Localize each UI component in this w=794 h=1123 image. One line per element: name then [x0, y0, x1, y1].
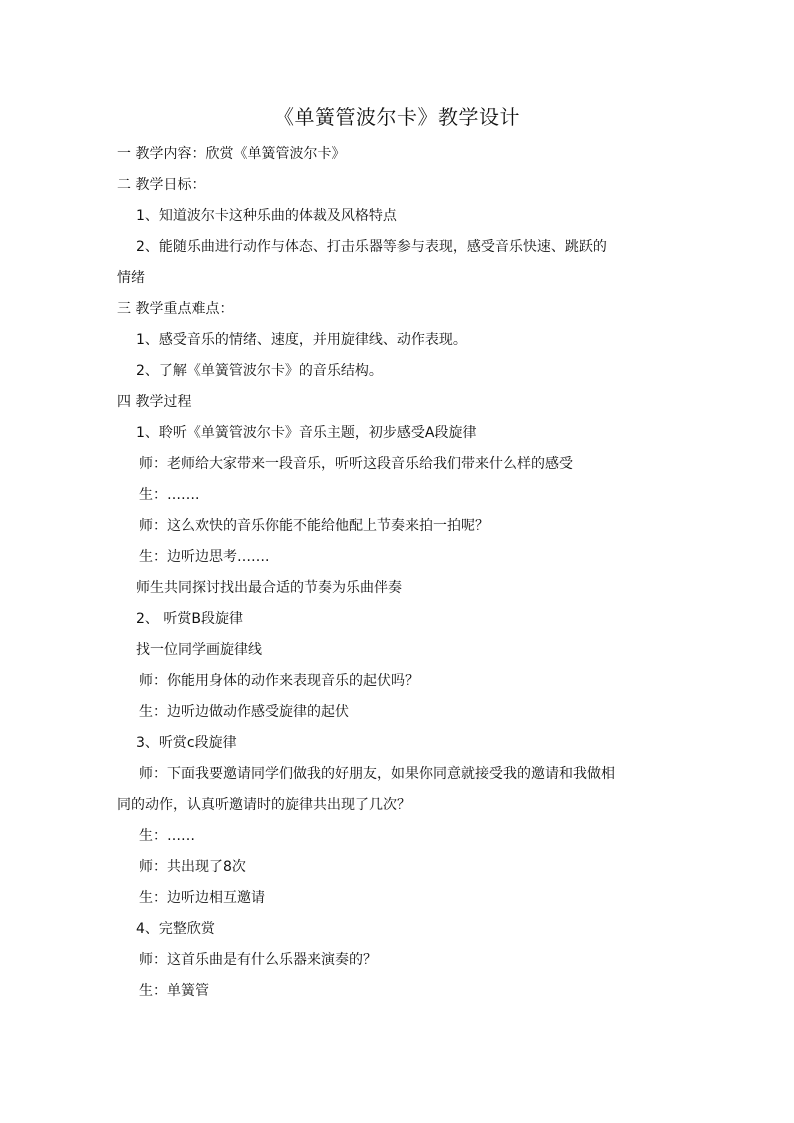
section-heading-objectives: 二 教学日标： — [117, 177, 206, 193]
section-heading-content: 一 教学内容：欣赏《单簧管波尔卡》 — [117, 146, 346, 162]
process-text: 师生共同探讨找出最合适的节奏为乐曲伴奏 — [136, 580, 402, 596]
dialogue-line: 生：……. — [139, 487, 200, 503]
process-step: 1、聆听《单簧管波尔卡》音乐主题，初步感受A段旋律 — [136, 425, 477, 441]
section-heading-key-points: 三 教学重点难点： — [117, 301, 234, 317]
dialogue-line: 师：你能用身体的动作来表现音乐的起伏吗？ — [139, 673, 419, 689]
process-step: 2、 听赏B段旋律 — [136, 611, 243, 627]
process-step: 4、完整欣赏 — [136, 921, 215, 937]
dialogue-line: 生：边听边思考……. — [139, 549, 270, 565]
process-step: 3、听赏c段旋律 — [136, 735, 237, 751]
dialogue-line: 师：这么欢快的音乐你能不能给他配上节奏来拍一拍呢？ — [139, 518, 489, 534]
dialogue-line: 师：下面我要邀请同学们做我的好朋友，如果你同意就接受我的邀请和我做相 — [139, 766, 615, 782]
key-point-item: 2、了解《单簧管波尔卡》的音乐结构。 — [136, 363, 383, 379]
dialogue-line: 生：边听边相互邀请 — [139, 890, 265, 906]
dialogue-line: 师：共出现了8次 — [139, 859, 246, 875]
process-text: 找一位同学画旋律线 — [136, 642, 262, 658]
objective-item: 1、知道波尔卡这种乐曲的体裁及风格特点 — [136, 208, 397, 224]
section-heading-process: 四 教学过程 — [117, 394, 192, 410]
dialogue-line: 生：单簧管 — [139, 983, 209, 999]
dialogue-line: 生：…… — [139, 828, 195, 844]
objective-item-continuation: 情绪 — [117, 270, 145, 286]
key-point-item: 1、感受音乐的情绪、速度，并用旋律线、动作表现。 — [136, 332, 467, 348]
objective-item: 2、能随乐曲进行动作与体态、打击乐器等参与表现，感受音乐快速、跳跃的 — [136, 239, 607, 255]
dialogue-line: 生：边听边做动作感受旋律的起伏 — [139, 704, 349, 720]
document-title: 《单簧管波尔卡》教学设计 — [274, 105, 520, 129]
dialogue-line: 师：老师给大家带来一段音乐，听听这段音乐给我们带来什么样的感受 — [139, 456, 573, 472]
dialogue-line-continuation: 同的动作，认真听邀请时的旋律共出现了几次？ — [117, 797, 411, 813]
dialogue-line: 师：这首乐曲是有什么乐器来演奏的？ — [139, 952, 377, 968]
